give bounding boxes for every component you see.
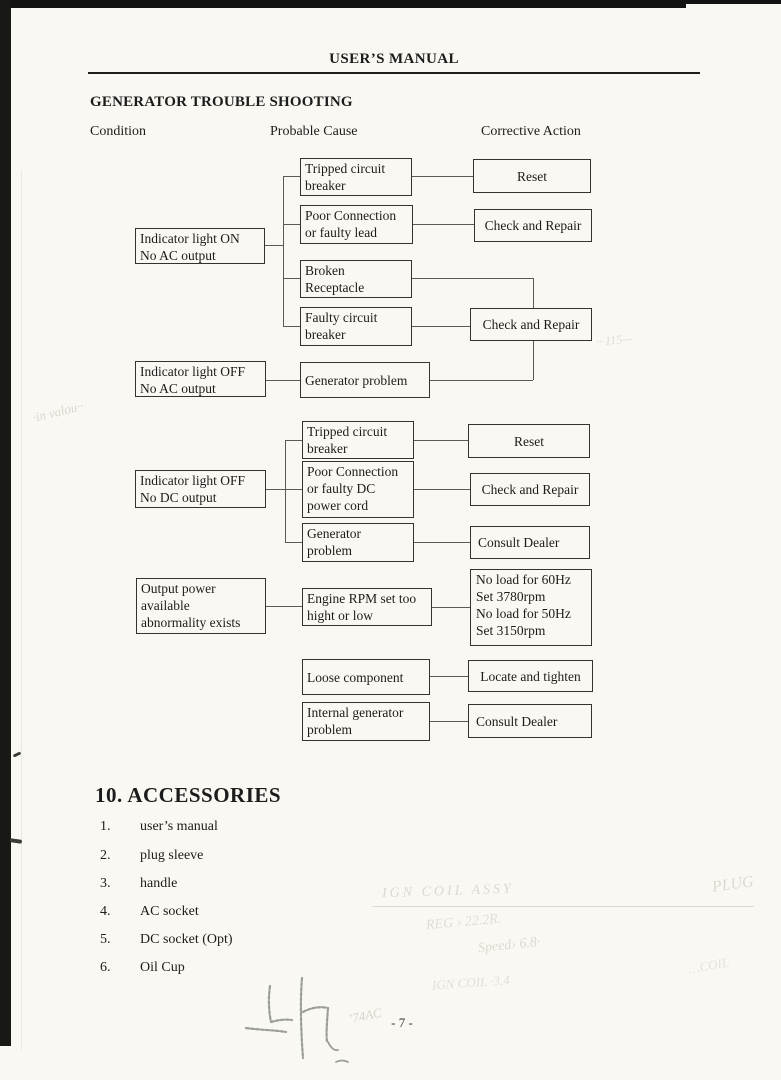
flow-box-poor-connection-lead: Poor Connection or faulty lead xyxy=(300,205,413,244)
flow-box-action-check-repair-1: Check and Repair xyxy=(474,209,592,242)
connector-line xyxy=(266,380,300,381)
connector-line xyxy=(430,721,468,722)
column-header-probable-cause: Probable Cause xyxy=(270,124,358,139)
staple-mark xyxy=(13,751,22,757)
flow-box-action-check-repair-3: Check and Repair xyxy=(470,473,590,506)
accessory-label: Oil Cup xyxy=(140,960,185,975)
accessory-label: DC socket (Opt) xyxy=(140,932,233,947)
flow-box-condition-light-off-no-ac: Indicator light OFF No AC output xyxy=(135,361,266,397)
staple-mark xyxy=(10,838,22,844)
handwriting-note: IGN COIL ASSY xyxy=(381,881,515,902)
page-fold-line xyxy=(21,170,22,1050)
scan-edge-top-taper xyxy=(686,4,781,8)
handwriting-note: IGN COIL ·3.4 xyxy=(431,972,511,993)
connector-line xyxy=(414,440,468,441)
handwriting-note: ·· 115— xyxy=(595,331,634,349)
accessory-number: 3. xyxy=(100,876,111,891)
connector-line xyxy=(430,380,533,381)
page-number: - 7 - xyxy=(391,1015,413,1030)
scan-edge-top xyxy=(0,0,781,8)
connector-line xyxy=(533,278,534,308)
flow-box-broken-receptacle: Broken Receptacle xyxy=(300,260,412,298)
connector-line xyxy=(283,176,300,177)
connector-line xyxy=(432,607,470,608)
connector-line xyxy=(283,326,300,327)
accessory-number: 6. xyxy=(100,960,111,975)
header-rule xyxy=(88,72,700,74)
flow-box-tripped-breaker-1: Tripped circuit breaker xyxy=(300,158,412,196)
accessory-label: AC socket xyxy=(140,904,199,919)
flow-box-action-check-repair-2: Check and Repair xyxy=(470,308,592,341)
column-header-condition: Condition xyxy=(90,124,147,139)
connector-line xyxy=(265,245,283,246)
flow-box-action-locate-tighten: Locate and tighten xyxy=(468,660,593,692)
connector-line xyxy=(285,542,302,543)
connector-line xyxy=(412,278,533,279)
flow-box-action-reset-1: Reset xyxy=(473,159,591,193)
flow-box-faulty-breaker: Faulty circuit breaker xyxy=(300,307,412,346)
accessory-label: user’s manual xyxy=(140,819,218,834)
flow-box-action-consult-dealer-1: Consult Dealer xyxy=(470,526,590,559)
flow-box-internal-generator-problem: Internal generator problem xyxy=(302,702,430,741)
handwriting-note: Speed› 6.8· xyxy=(477,934,542,957)
accessories-title: 10. ACCESSORIES xyxy=(95,783,282,807)
accessory-number: 4. xyxy=(100,904,111,919)
connector-line xyxy=(285,440,302,441)
connector-line xyxy=(285,489,302,490)
handwriting-note: ’74AC xyxy=(346,1004,384,1027)
flow-box-poor-connection-dc-cord: Poor Connection or faulty DC power cord xyxy=(302,461,414,518)
connector-line xyxy=(414,542,470,543)
flow-box-condition-light-off-no-dc: Indicator light OFF No DC output xyxy=(135,470,266,508)
handwriting-note: REG › 22.2R. xyxy=(425,911,502,934)
section-title: GENERATOR TROUBLE SHOOTING xyxy=(90,94,353,110)
connector-line xyxy=(413,224,474,225)
pen-scribble xyxy=(240,972,380,1072)
flow-box-action-rpm-settings: No load for 60Hz Set 3780rpm No load for 50Hz Set 3150rpm xyxy=(470,569,592,646)
flow-box-action-consult-dealer-2: Consult Dealer xyxy=(468,704,592,738)
handwriting-underline xyxy=(372,906,754,907)
flow-box-engine-rpm: Engine RPM set too hight or low xyxy=(302,588,432,626)
connector-line xyxy=(266,489,285,490)
flow-box-condition-output-abnormality: Output power available abnormality exists xyxy=(136,578,266,634)
connector-line xyxy=(430,676,468,677)
flow-box-action-reset-2: Reset xyxy=(468,424,590,458)
connector-line xyxy=(283,224,300,225)
accessory-label: handle xyxy=(140,876,178,891)
connector-line xyxy=(266,606,302,607)
handwriting-note: ·in valou·· xyxy=(30,397,85,426)
connector-line xyxy=(412,326,470,327)
scan-edge-left xyxy=(0,0,11,1046)
flow-box-loose-component: Loose component xyxy=(302,659,430,695)
connector-line xyxy=(285,440,286,543)
connector-line xyxy=(283,278,300,279)
connector-line xyxy=(533,341,534,380)
connector-line xyxy=(283,176,284,326)
accessory-number: 5. xyxy=(100,932,111,947)
connector-line xyxy=(414,489,470,490)
connector-line xyxy=(412,176,473,177)
flow-box-generator-problem-2: Generator problem xyxy=(302,523,414,562)
accessory-label: plug sleeve xyxy=(140,848,204,863)
flow-box-generator-problem-1: Generator problem xyxy=(300,362,430,398)
flow-box-tripped-breaker-2: Tripped circuit breaker xyxy=(302,421,414,459)
handwriting-note: …COIL xyxy=(686,954,731,977)
accessory-number: 2. xyxy=(100,848,111,863)
page-header-title: USER’S MANUAL xyxy=(329,51,459,67)
column-header-corrective-action: Corrective Action xyxy=(481,124,581,139)
flow-box-condition-light-on-no-ac: Indicator light ON No AC output xyxy=(135,228,265,264)
handwriting-note: PLUG xyxy=(710,873,755,896)
accessory-number: 1. xyxy=(100,819,111,834)
